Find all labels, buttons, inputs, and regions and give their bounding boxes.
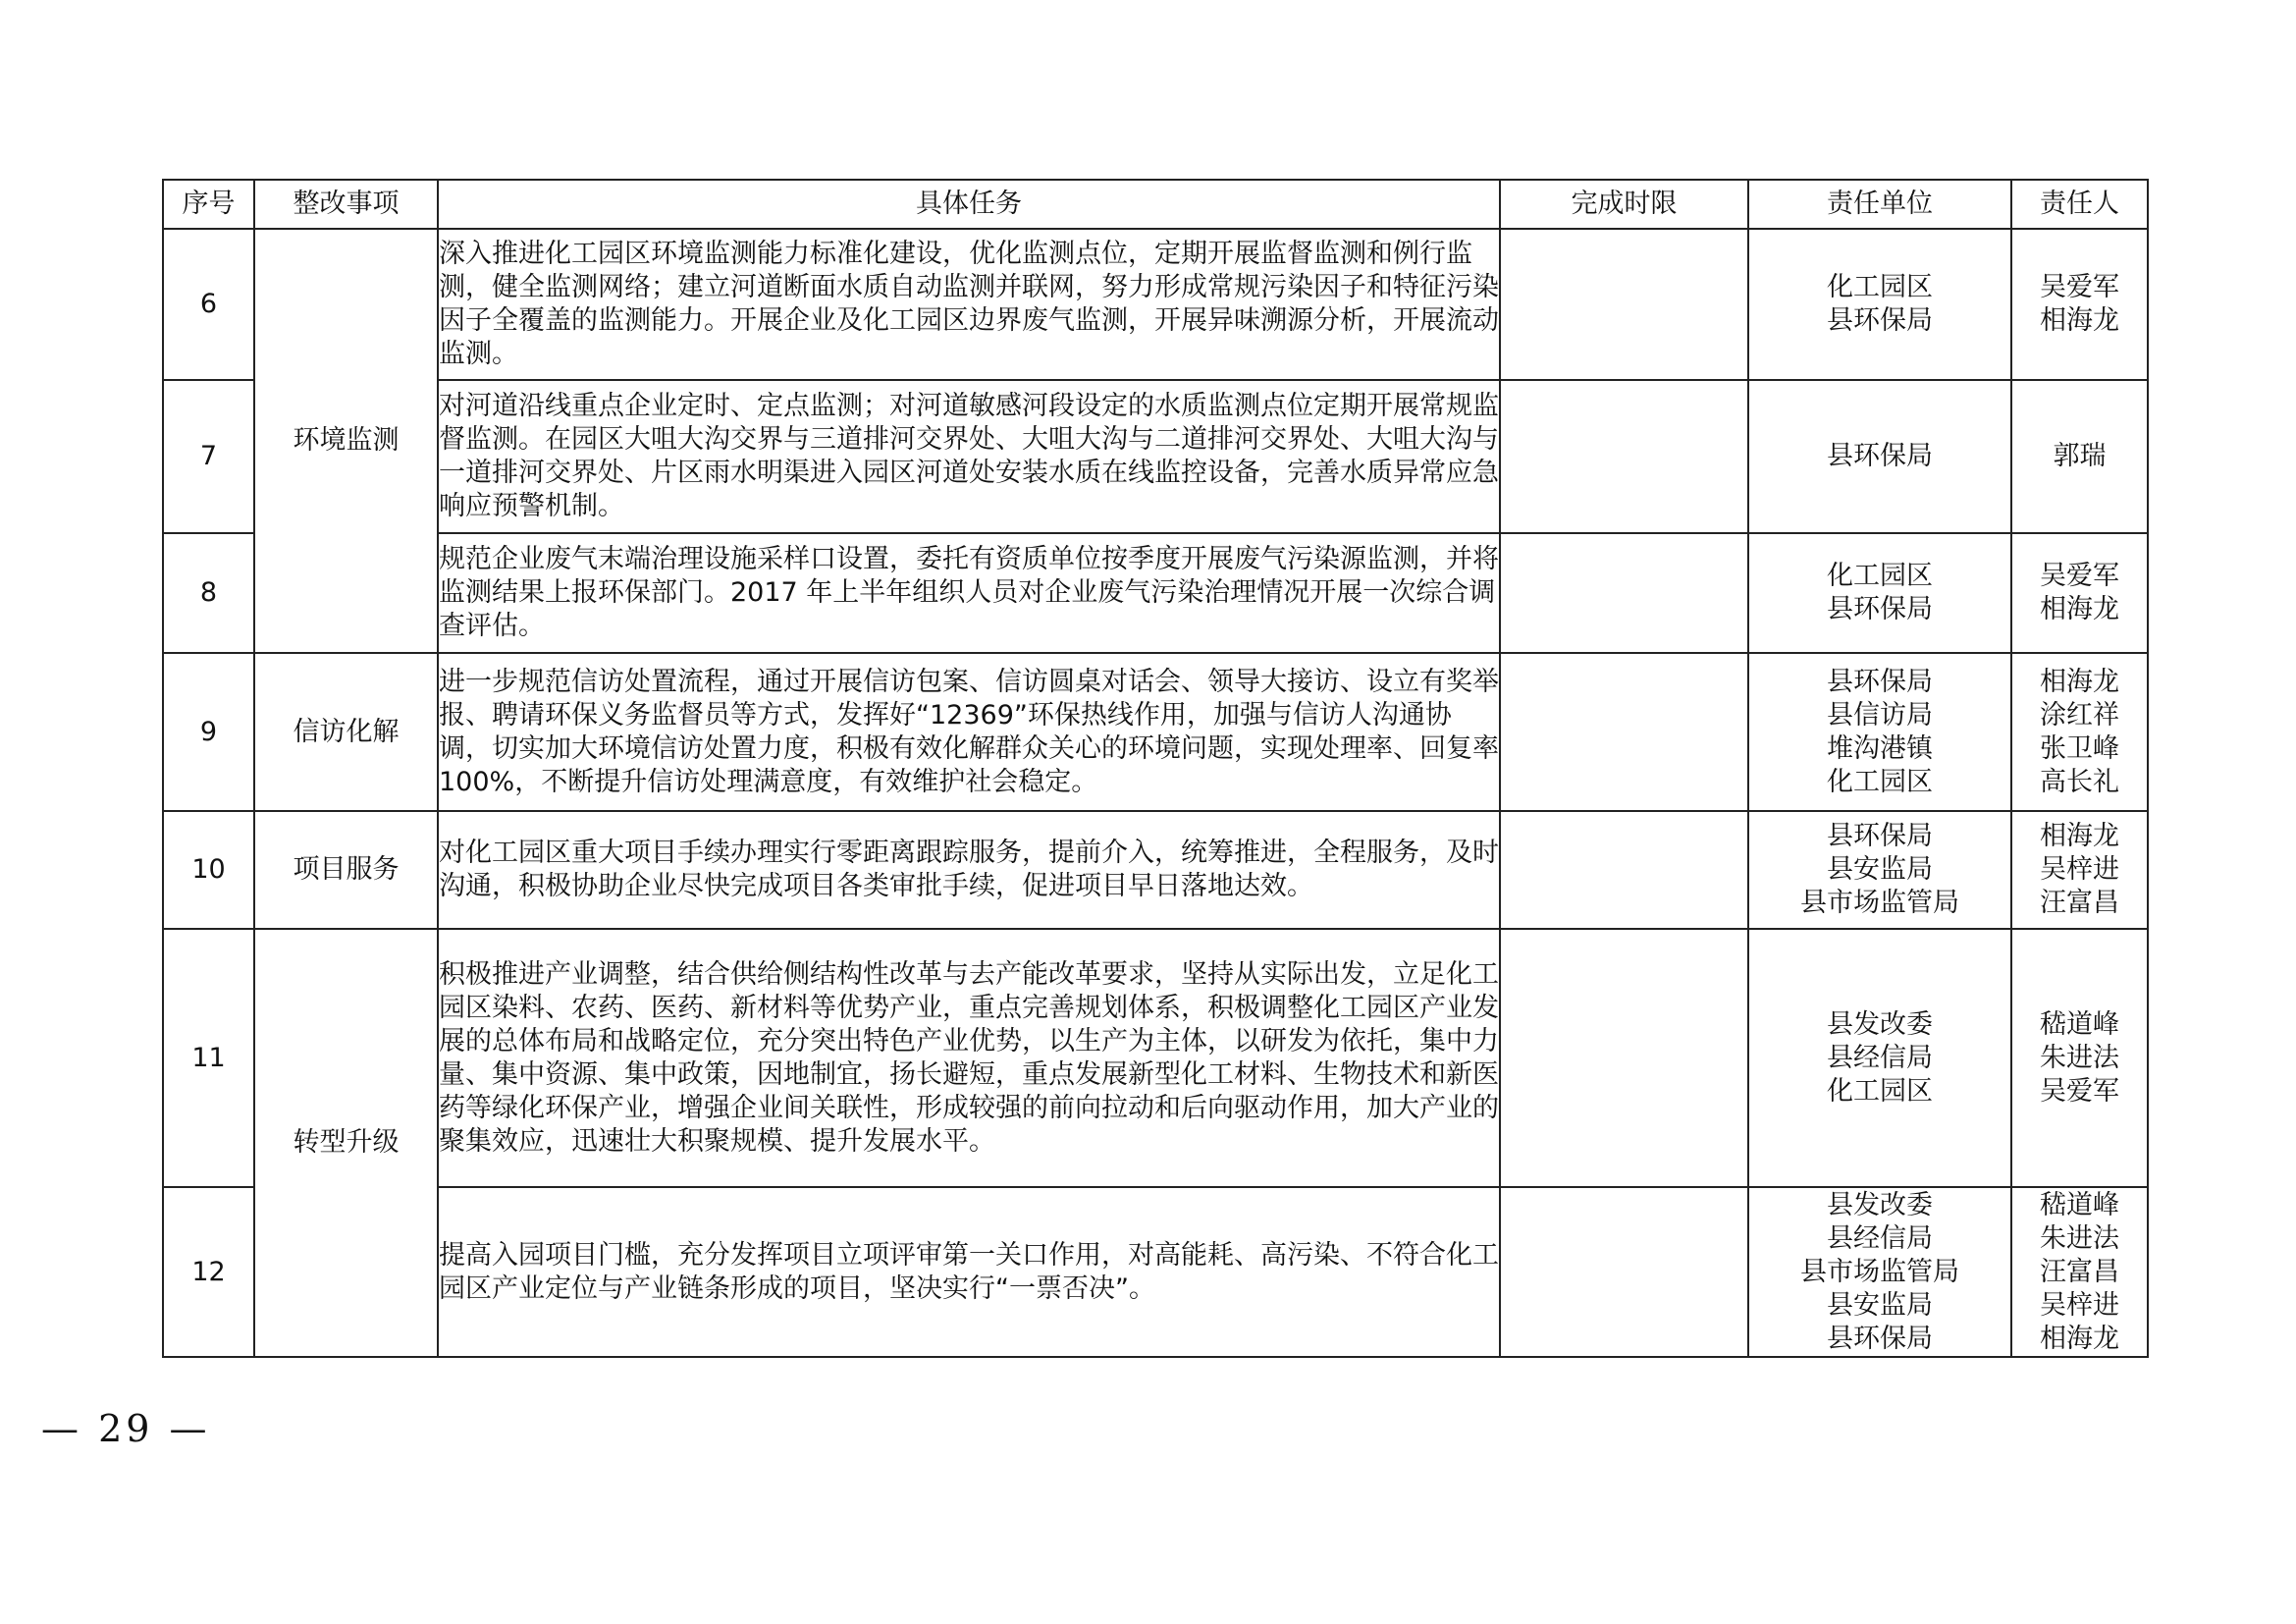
table-header-row: [163, 180, 2148, 229]
row-number: 10: [163, 811, 254, 929]
header-category: 整改事项: [254, 180, 438, 229]
row-persons: 嵇道峰 朱进法 吴爱军: [2011, 929, 2148, 1187]
table-row: [163, 811, 2148, 929]
table-row: [163, 229, 2148, 380]
row-task: 规范企业废气末端治理设施采样口设置，委托有资质单位按季度开展废气污染源监测，并将监测结果上报环保部门。2017 年上半年组织人员对企业废气污染治理情况开展一次综合调查评估。: [438, 533, 1500, 653]
header-unit: 责任单位: [1748, 180, 2011, 229]
table-row: [163, 533, 2148, 653]
row-deadline: [1500, 229, 1748, 380]
row-task: 对河道沿线重点企业定时、定点监测；对河道敏感河段设定的水质监测点位定期开展常规监督监测。在园区大咀大沟交界与三道排河交界处、大咀大沟与二道排河交界处、大咀大沟与一道排河交界处、片区雨水明渠进入园区河道处安装水质在线监控设备，完善水质异常应急响应预警机制。: [438, 380, 1500, 533]
row-number: 6: [163, 229, 254, 380]
row-number: 8: [163, 533, 254, 653]
row-units: 县环保局 县安监局 县市场监管局: [1748, 811, 2011, 929]
page-number: — 29 —: [41, 1407, 211, 1450]
row-task: 深入推进化工园区环境监测能力标准化建设，优化监测点位，定期开展监督监测和例行监测，健全监测网络；建立河道断面水质自动监测并联网，努力形成常规污染因子和特征污染因子全覆盖的监测能力。开展企业及化工园区边界废气监测，开展异味溯源分析，开展流动监测。: [438, 229, 1500, 380]
row-task: 积极推进产业调整，结合供给侧结构性改革与去产能改革要求，坚持从实际出发，立足化工园区染料、农药、医药、新材料等优势产业，重点完善规划体系，积极调整化工园区产业发展的总体布局和战略定位，充分突出特色产业优势，以生产为主体，以研发为依托，集中力量、集中资源、集中政策，因地制宜，扬长避短，重点发展新型化工材料、生物技术和新医药等绿化环保产业，增强企业间关联性，形成较强的前向拉动和后向驱动作用，加大产业的聚集效应，迅速壮大积聚规模、提升发展水平。: [438, 929, 1500, 1187]
table-row: [163, 653, 2148, 811]
row-persons: 吴爱军 相海龙: [2011, 533, 2148, 653]
table-row: [163, 380, 2148, 533]
row-deadline: [1500, 380, 1748, 533]
row-units: 县环保局: [1748, 380, 2011, 533]
row-number: 12: [163, 1187, 254, 1357]
row-category: 项目服务: [254, 811, 438, 929]
row-persons: 相海龙 涂红祥 张卫峰 高长礼: [2011, 653, 2148, 811]
table-row: [163, 929, 2148, 1187]
row-category: 环境监测: [254, 229, 438, 653]
row-deadline: [1500, 929, 1748, 1187]
row-units: 县环保局 县信访局 堆沟港镇 化工园区: [1748, 653, 2011, 811]
row-persons: 嵇道峰 朱进法 汪富昌 吴梓进 相海龙: [2011, 1187, 2148, 1357]
row-deadline: [1500, 653, 1748, 811]
row-units: 化工园区 县环保局: [1748, 229, 2011, 380]
table-row: [163, 1187, 2148, 1357]
row-units: 县发改委 县经信局 化工园区: [1748, 929, 2011, 1187]
row-task: 进一步规范信访处置流程，通过开展信访包案、信访圆桌对话会、领导大接访、设立有奖举报、聘请环保义务监督员等方式，发挥好“12369”环保热线作用，加强与信访人沟通协调，切实加大环境信访处置力度，积极有效化解群众关心的环境问题，实现处理率、回复率 100%，不断提升信访处理满意度，有效维护社会稳定。: [438, 653, 1500, 811]
row-category: 信访化解: [254, 653, 438, 811]
row-task: 提高入园项目门槛，充分发挥项目立项评审第一关口作用，对高能耗、高污染、不符合化工园区产业定位与产业链条形成的项目，坚决实行“一票否决”。: [438, 1187, 1500, 1357]
header-serial: 序号: [163, 180, 254, 229]
row-number: 11: [163, 929, 254, 1187]
row-task: 对化工园区重大项目手续办理实行零距离跟踪服务，提前介入，统筹推进，全程服务，及时沟通，积极协助企业尽快完成项目各类审批手续，促进项目早日落地达效。: [438, 811, 1500, 929]
header-task: 具体任务: [438, 180, 1500, 229]
row-number: 9: [163, 653, 254, 811]
row-persons: 相海龙 吴梓进 汪富昌: [2011, 811, 2148, 929]
row-persons: 郭瑞: [2011, 380, 2148, 533]
task-table: [162, 179, 2149, 1358]
row-deadline: [1500, 533, 1748, 653]
row-number: 7: [163, 380, 254, 533]
header-person: 责任人: [2011, 180, 2148, 229]
row-persons: 吴爱军 相海龙: [2011, 229, 2148, 380]
row-deadline: [1500, 1187, 1748, 1357]
row-units: 县发改委 县经信局 县市场监管局 县安监局 县环保局: [1748, 1187, 2011, 1357]
row-units: 化工园区 县环保局: [1748, 533, 2011, 653]
row-deadline: [1500, 811, 1748, 929]
row-category: 转型升级: [254, 929, 438, 1357]
header-deadline: 完成时限: [1500, 180, 1748, 229]
